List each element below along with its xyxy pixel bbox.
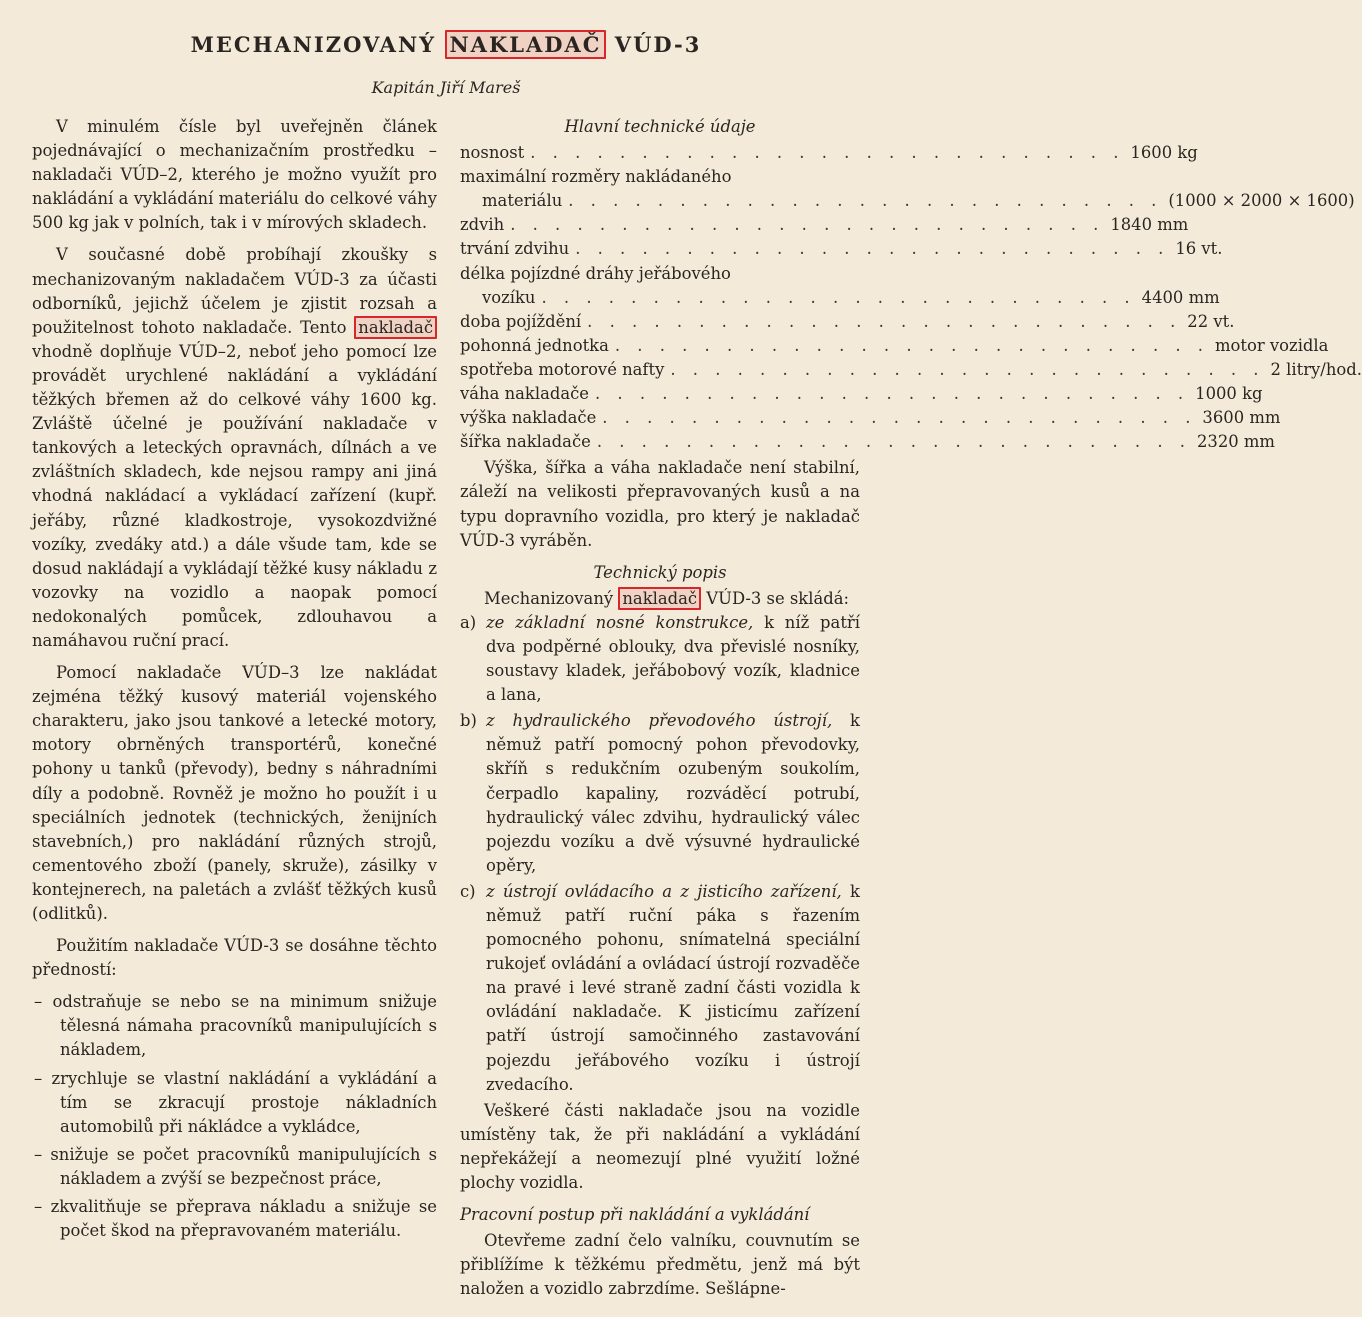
tech-item-lead: z hydraulického převodového ústrojí,	[486, 711, 833, 731]
spec-label: nosnost	[460, 143, 525, 163]
title-part-2: VÚD-3	[605, 32, 702, 57]
advantage-item-1: – odstraňuje se nebo se na minimum snižuje tělesná námaha pracovníků manipulujících s nákladem,	[34, 992, 437, 1060]
tech-item-marker: b)	[460, 711, 477, 731]
tech-item-text	[486, 880, 860, 1097]
specs-list	[460, 141, 1362, 454]
spec-value: 22 vt.	[1187, 311, 1235, 331]
tech-item	[460, 611, 860, 707]
tech-intro	[460, 587, 860, 611]
spec-value: 4400 mm	[1141, 287, 1220, 307]
paragraph-usage: Pomocí nakladače VÚD–3 lze nakládat zejména těžký kusový materiál vojenského charakteru, jako jsou tankové a letecké motory, motory obrněných transportérů, konečné pohony u tanků (převody), bedny s náhradními díly a podobně. Rovněž je možno ho použít i u speciálních jednotek (technických, ženijních stavebních,) pro nakládání různých strojů, cementového zboží (panely, skruže), zásilky v kontejnerech, na paletách a zvlášť těžkých kusů (odlitků).	[32, 663, 437, 923]
left-column	[32, 115, 437, 1310]
spec-label: pohonná jednotka	[460, 335, 609, 355]
spec-label: výška nakladače	[460, 408, 597, 428]
spec-leader-dots: . . . . . . . . . . . . . . . . . . . . . . . . . . .	[595, 384, 1190, 404]
tech-item-body: k němuž patří pomocný pohon převodovky, skříň s redukčním ozubeným soukolím, čerpadlo kapaliny, rozváděcí potrubí, hydraulický válec zdvihu, hydraulický válec pojezdu vozíku a dvě výsuvné hydraulické opěry,	[486, 711, 860, 875]
tech-item-body: k níž patří dva podpěrné oblouky, dva převislé nosníky, soustavy kladek, jeřábobový vozík, kladnice a lana,	[486, 612, 860, 705]
spec-value: 1840 mm	[1110, 215, 1189, 235]
spec-row	[460, 189, 1355, 213]
tech-item-marker: c)	[460, 881, 476, 901]
spec-label: šířka nakladače	[460, 432, 591, 452]
spec-value: (1000 × 2000 × 1600)	[1168, 191, 1355, 211]
spec-leader-dots: . . . . . . . . . . . . . . . . . . . . . . . . . . .	[568, 191, 1163, 211]
tech-item-text	[486, 709, 860, 878]
spec-label: délka pojízdné dráhy jeřábového	[460, 263, 731, 283]
tech-item	[460, 709, 860, 878]
spec-row	[460, 141, 1198, 165]
spec-row	[460, 382, 1263, 406]
spec-label: materiálu	[482, 191, 563, 211]
spec-leader-dots: . . . . . . . . . . . . . . . . . . . . . . . . . . .	[602, 408, 1197, 428]
spec-leader-dots: . . . . . . . . . . . . . . . . . . . . . . . . . . .	[530, 143, 1125, 163]
tech-item	[460, 880, 860, 1097]
article-title	[32, 28, 860, 62]
paragraph-parts: Veškeré části nakladače jsou na vozidle umístěny tak, že při nakládání a vykládání nepřekážejí a neomezují plné využití ložné plochy vozidla.	[460, 1100, 860, 1193]
advantage-item-2: – zrychluje se vlastní nakládání a vykládání a tím se zkracují prostoje nákladních automobilů při nákládce a vykládce,	[34, 1068, 437, 1136]
paragraph-procedure: Otevřeme zadní čelo valníku, couvnutím se přiblížíme k těžkému předmětu, jenž má být naložen a vozidlo zabrzdíme. Sešlápne-	[460, 1231, 860, 1299]
tech-item-marker: a)	[460, 612, 477, 632]
title-part-1: MECHANIZOVANÝ	[190, 32, 446, 57]
spec-row	[460, 406, 1281, 430]
advantage-item-4: – zkvalitňuje se přeprava nákladu a snižuje se počet škod na přepravovaném materiálu.	[34, 1197, 437, 1241]
spec-row	[460, 334, 1329, 358]
spec-leader-dots: . . . . . . . . . . . . . . . . . . . . . . . . . . .	[541, 287, 1136, 307]
author-line: Kapitán Jiří Mareš	[371, 78, 521, 97]
paragraph-advantages-intro: Použitím nakladače VÚD-3 se dosáhne těchto předností:	[32, 936, 437, 980]
spec-label: vozíku	[482, 287, 536, 307]
spec-value: 16 vt.	[1175, 239, 1223, 259]
spec-value: motor vozidla	[1215, 335, 1329, 355]
spec-label: váha nakladače	[460, 384, 589, 404]
spec-label: doba pojíždění	[460, 311, 582, 331]
paragraph-dimensions-note: Výška, šířka a váha nakladače není stabilní, záleží na velikosti přepravovaných kusů a na typu dopravního vozidla, pro který je nakladač VÚD-3 vyráběn.	[460, 458, 860, 550]
spec-value: 1600 kg	[1130, 143, 1198, 163]
article-body	[32, 115, 1362, 1310]
spec-row	[460, 430, 1275, 454]
spec-row	[460, 358, 1362, 382]
spec-leader-dots: . . . . . . . . . . . . . . . . . . . . . . . . . . .	[596, 432, 1191, 452]
spec-row	[460, 286, 1220, 310]
spec-label: trvání zdvihu	[460, 239, 570, 259]
tech-items	[460, 611, 860, 1097]
tech-intro-a: Mechanizovaný	[484, 588, 619, 608]
spec-value: 1000 kg	[1195, 384, 1263, 404]
highlighted-word-nakladac-2: nakladač	[618, 587, 701, 610]
tech-heading: Technický popis	[593, 562, 727, 582]
paragraph-current-tests-a: V současné době probíhají zkoušky s mechanizovaným nakladačem VÚD-3 za účasti odborníků, jejichž účelem je zjistit rozsah a použitelnost tohoto nakladače. Tento	[32, 245, 437, 337]
paragraph-intro: V minulém čísle byl uveřejněn článek pojednávající o mechanizačním prostředku – nakladači VÚD–2, kterého je možno využít pro nakládání a vykládání materiálu do celkové váhy 500 kg jak v polních, tak i v mírových skladech.	[32, 117, 437, 233]
spec-row	[460, 165, 860, 189]
spec-leader-dots: . . . . . . . . . . . . . . . . . . . . . . . . . . .	[575, 239, 1170, 259]
spec-leader-dots: . . . . . . . . . . . . . . . . . . . . . . . . . . .	[510, 215, 1105, 235]
spec-label: spotřeba motorové nafty	[460, 359, 665, 379]
spec-leader-dots: . . . . . . . . . . . . . . . . . . . . . . . . . . .	[587, 311, 1182, 331]
tech-item-lead: ze základní nosné konstrukce,	[486, 612, 754, 632]
specs-heading: Hlavní technické údaje	[564, 117, 756, 136]
title-highlighted-word: NAKLADAČ	[445, 30, 605, 59]
spec-value: 2320 mm	[1196, 432, 1275, 452]
tech-item-text	[486, 611, 860, 707]
spec-row	[460, 237, 1223, 261]
right-column	[460, 115, 1362, 1310]
tech-item-body: k němuž patří ruční páka s řazením pomocného pohonu, snímatelná speciální rukojeť ovládání a ovládací ústrojí rozvaděče na pravé i levé straně zadní části vozidla k ovládání nakladače. K jisticímu zařízení patří ústrojí samočinného zastavování pojezdu jeřábového vozíku i ústrojí zvedacího.	[486, 881, 860, 1094]
spec-leader-dots: . . . . . . . . . . . . . . . . . . . . . . . . . . .	[614, 335, 1210, 355]
spec-label: zdvih	[460, 215, 505, 235]
paragraph-current-tests-b: vhodně doplňuje VÚD–2, neboť jeho pomocí lze provádět urychlené nakládání a vykládání těžkých břemen až do celkové váhy 1600 kg. Zvláště účelné je používání nakladače v tankových a leteckých opravnách, dílnách a ve zvláštních skladech, kde nejsou rampy ani jiná vhodná nakládací a vykládací zařízení (kupř. jeřáby, různé kladkostroje, vysokozdvižné vozíky, zvedáky atd.) a dále všude tam, kde se dosud nakládají a vykládají těžké kusy nákladu z vozovky na vozidlo a naopak pomocí nedokonalých pomůcek, zdlouhavou a namáhavou ruční prací.	[32, 341, 437, 650]
tech-item-lead: z ústrojí ovládacího a z jisticího zařízení,	[486, 881, 842, 901]
procedure-heading: Pracovní postup při nakládání a vykládání	[460, 1205, 810, 1225]
spec-row	[460, 262, 860, 286]
spec-row	[460, 310, 1235, 334]
advantage-item-3: – snižuje se počet pracovníků manipulujících s nákladem a zvýší se bezpečnost práce,	[34, 1144, 437, 1188]
spec-row	[460, 213, 1189, 237]
tech-intro-b: VÚD-3 se skládá:	[701, 588, 850, 608]
paragraph-current-tests	[32, 243, 437, 653]
spec-leader-dots: . . . . . . . . . . . . . . . . . . . . . . . . . . .	[670, 359, 1265, 379]
highlighted-word-nakladac: nakladač	[354, 316, 437, 339]
spec-label: maximální rozměry nakládaného	[460, 167, 732, 187]
spec-value: 3600 mm	[1202, 408, 1281, 428]
spec-value: 2 litry/hod.	[1270, 359, 1362, 379]
